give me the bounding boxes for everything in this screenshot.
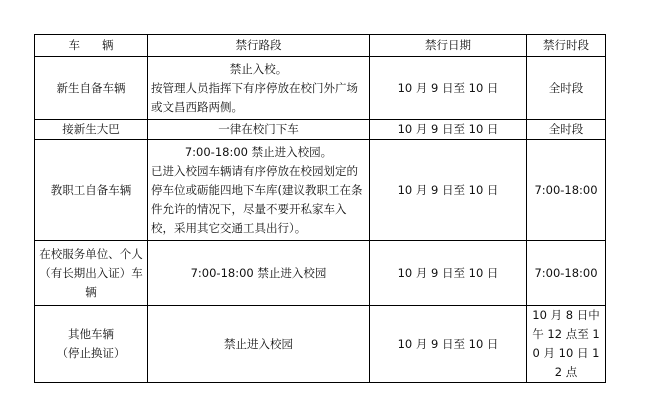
route-line: 已进入校园车辆请有序停放在校园划定的停车位或砺能四地下车库(建议教职工在条件允许的情况下，尽量不要开私家车入校，采用其它交通工具出行）。 [151,163,363,235]
date-cell [370,241,527,306]
vehicle-cell [35,140,148,241]
header-route-label: 禁行路段 [235,38,282,52]
route-cell [148,57,370,120]
route-line: 一律在校门下车 [218,122,299,136]
table-row [35,306,606,383]
route-line: 7:00-18:00 禁止进入校园 [190,265,327,280]
table-row [35,241,606,306]
vehicle-cell [35,241,148,306]
header-time [527,35,606,57]
route-cell [148,306,370,383]
header-route [148,35,370,57]
time-label: 7:00-18:00 [534,265,598,280]
table-row [35,140,606,241]
time-label: 全时段 [548,80,584,95]
vehicle-label: 教职工自备车辆 [50,182,132,197]
vehicle-cell [35,120,148,140]
date-label: 10 月 9 日至 10 日 [397,265,499,280]
time-label: 10 月 8 日中午 12 点至 10 月 10 日 12 点 [532,308,600,379]
date-cell [370,306,527,383]
table-row [35,120,606,140]
route-cell [148,120,370,140]
table-header-row [35,35,606,57]
route-line: 按管理人员指挥下有序停放在校门外广场或文昌西路两侧。 [151,80,358,114]
route-line: 禁止进入校园 [224,336,293,351]
time-cell [527,241,606,306]
date-label: 10 月 9 日至 10 日 [397,80,499,95]
header-time-label: 禁行时段 [543,38,589,52]
vehicle-cell [35,306,148,383]
vehicle-label: 接新生大巴 [62,122,120,136]
time-cell [527,306,606,383]
time-cell [527,120,606,140]
time-label: 全时段 [548,122,584,136]
header-date [370,35,527,57]
header-vehicle [35,35,148,57]
route-line: 7:00-18:00 禁止进入校园。 [184,144,333,159]
date-cell [370,57,527,120]
header-date-label: 禁行日期 [425,38,471,52]
route-cell [148,140,370,241]
route-line: 禁止入校。 [229,61,288,76]
vehicle-label: 新生自备车辆 [56,80,126,95]
vehicle-label: 其他车辆 [68,327,114,341]
time-cell [527,140,606,241]
time-label: 7:00-18:00 [534,182,598,197]
date-label: 10 月 9 日至 10 日 [397,122,499,136]
route-cell [148,241,370,306]
date-label: 10 月 9 日至 10 日 [397,336,499,351]
vehicle-cell [35,57,148,120]
date-label: 10 月 9 日至 10 日 [397,182,499,197]
date-cell [370,120,527,140]
time-cell [527,57,606,120]
header-vehicle-label: 车 辆 [68,38,114,52]
vehicle-label: 在校服务单位、个人（有长期出入证）车辆 [39,246,143,299]
date-cell [370,140,527,241]
vehicle-label: （停止换证） [56,346,126,360]
traffic-restriction-table [34,34,606,383]
table-row [35,57,606,120]
